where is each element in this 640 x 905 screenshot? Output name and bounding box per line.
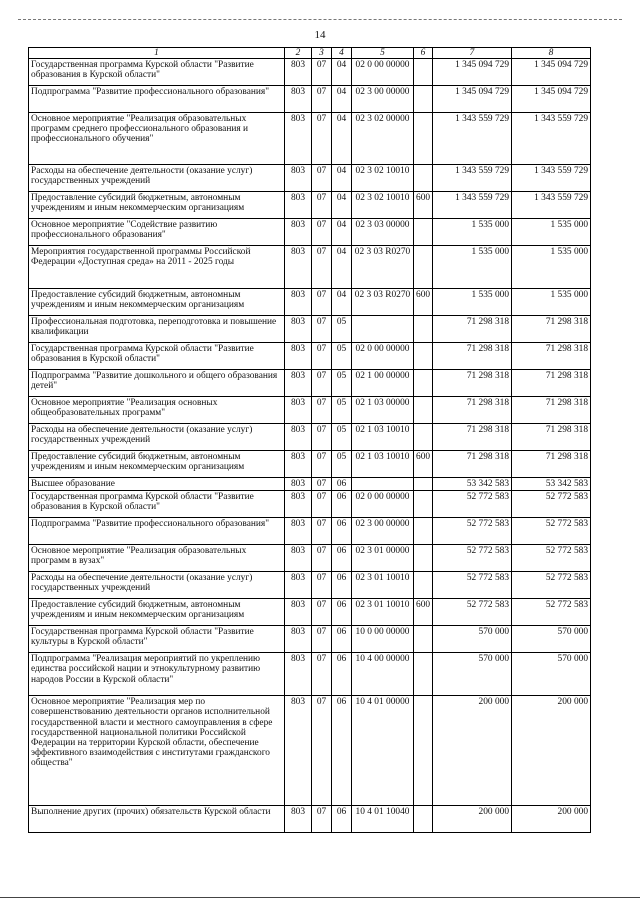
row-target-cell: 02 3 03 R0270: [352, 246, 414, 289]
row-amount-cell: 52 772 583: [512, 572, 591, 599]
table-row: [29, 451, 591, 478]
row-target-cell: 02 3 02 10010: [352, 192, 414, 219]
row-amount-cell: 53 342 583: [512, 478, 591, 491]
row-amount-cell: 1 345 094 729: [512, 86, 591, 113]
row-name-cell: Государственная программа Курской области "Развитие образования в Курской области": [29, 343, 285, 370]
table-row: [29, 518, 591, 545]
table-row: [29, 219, 591, 246]
row-section-cell: 07: [312, 370, 332, 397]
row-section-cell: 07: [312, 246, 332, 289]
row-type-cell: [414, 246, 433, 289]
row-target-cell: 02 0 00 00000: [352, 343, 414, 370]
table-row: [29, 478, 591, 491]
row-target-cell: 02 1 03 10010: [352, 451, 414, 478]
row-code-cell: 803: [285, 545, 312, 572]
row-subsection-cell: 06: [332, 696, 352, 806]
row-target-cell: 02 3 00 00000: [352, 518, 414, 545]
row-subsection-cell: 04: [332, 59, 352, 86]
row-target-cell: 02 1 03 00000: [352, 397, 414, 424]
row-section-cell: 07: [312, 518, 332, 545]
row-code-cell: 803: [285, 59, 312, 86]
row-type-cell: [414, 113, 433, 165]
row-target-cell: 02 3 01 10010: [352, 572, 414, 599]
row-amount-cell: 1 535 000: [433, 246, 512, 289]
table-row: [29, 86, 591, 113]
row-amount-cell: 71 298 318: [433, 316, 512, 343]
budget-table: [28, 47, 591, 833]
row-type-cell: [414, 518, 433, 545]
row-target-cell: 02 3 03 00000: [352, 219, 414, 246]
row-name-cell: Мероприятия государственной программы Российской Федерации «Доступная среда» на 2011 - 2025 годы: [29, 246, 285, 289]
row-amount-cell: 1 345 094 729: [512, 59, 591, 86]
row-target-cell: 02 1 00 00000: [352, 370, 414, 397]
table-row: [29, 59, 591, 86]
table-row: [29, 424, 591, 451]
row-section-cell: 07: [312, 653, 332, 696]
column-header: 5: [352, 48, 414, 59]
row-subsection-cell: 04: [332, 246, 352, 289]
row-amount-cell: 71 298 318: [512, 370, 591, 397]
row-code-cell: 803: [285, 86, 312, 113]
row-type-cell: [414, 653, 433, 696]
table-row: [29, 113, 591, 165]
row-name-cell: Предоставление субсидий бюджетным, автономным учреждениям и иным некоммерческим организациям: [29, 599, 285, 626]
row-subsection-cell: 06: [332, 653, 352, 696]
row-target-cell: 10 4 01 10040: [352, 806, 414, 833]
table-row: [29, 572, 591, 599]
row-target-cell: 02 3 03 R0270: [352, 289, 414, 316]
row-subsection-cell: 06: [332, 626, 352, 653]
row-amount-cell: 1 343 559 729: [433, 165, 512, 192]
row-amount-cell: 71 298 318: [512, 424, 591, 451]
row-amount-cell: 1 343 559 729: [433, 113, 512, 165]
row-name-cell: Основное мероприятие "Реализация образовательных программ среднего профессионального образования и профессионального обучения": [29, 113, 285, 165]
row-subsection-cell: 06: [332, 572, 352, 599]
row-section-cell: 07: [312, 572, 332, 599]
row-amount-cell: 1 345 094 729: [433, 59, 512, 86]
row-type-cell: [414, 59, 433, 86]
row-amount-cell: 71 298 318: [433, 397, 512, 424]
row-target-cell: 02 1 03 10010: [352, 424, 414, 451]
row-subsection-cell: 05: [332, 316, 352, 343]
row-target-cell: 10 4 00 00000: [352, 653, 414, 696]
column-header: 1: [29, 48, 285, 59]
row-code-cell: 803: [285, 478, 312, 491]
row-code-cell: 803: [285, 246, 312, 289]
row-amount-cell: 200 000: [433, 806, 512, 833]
row-type-cell: [414, 316, 433, 343]
row-name-cell: Основное мероприятие "Реализация мер по совершенствованию деятельности органов исполнительной государственной власти и местного самоуправления в сфере государственной национальной политики Российской Федерации на территории Курской области, обеспечение эффективного взаимодействия с институтами гражданского общества": [29, 696, 285, 806]
row-subsection-cell: 05: [332, 397, 352, 424]
row-amount-cell: 71 298 318: [433, 370, 512, 397]
row-amount-cell: 71 298 318: [433, 424, 512, 451]
row-type-cell: 600: [414, 451, 433, 478]
table-row: [29, 192, 591, 219]
row-target-cell: [352, 316, 414, 343]
row-section-cell: 07: [312, 806, 332, 833]
row-name-cell: Предоставление субсидий бюджетным, автономным учреждениям и иным некоммерческим организациям: [29, 192, 285, 219]
row-type-cell: [414, 165, 433, 192]
row-amount-cell: 71 298 318: [512, 397, 591, 424]
row-section-cell: 07: [312, 491, 332, 518]
row-type-cell: [414, 491, 433, 518]
row-target-cell: 02 3 01 10010: [352, 599, 414, 626]
row-name-cell: Подпрограмма "Развитие профессионального образования": [29, 518, 285, 545]
row-subsection-cell: 05: [332, 370, 352, 397]
row-amount-cell: 71 298 318: [433, 343, 512, 370]
row-target-cell: 10 4 01 00000: [352, 696, 414, 806]
row-name-cell: Подпрограмма "Реализация мероприятий по укреплению единства российской нации и этнокультурному развитию народов России в Курской области": [29, 653, 285, 696]
row-code-cell: 803: [285, 370, 312, 397]
top-rule: [18, 19, 622, 20]
row-name-cell: Выполнение других (прочих) обязательств Курской области: [29, 806, 285, 833]
row-amount-cell: 1 343 559 729: [512, 192, 591, 219]
row-target-cell: 02 3 02 00000: [352, 113, 414, 165]
row-code-cell: 803: [285, 397, 312, 424]
row-amount-cell: 71 298 318: [512, 316, 591, 343]
row-amount-cell: 570 000: [512, 653, 591, 696]
table-row: [29, 626, 591, 653]
row-type-cell: 600: [414, 289, 433, 316]
row-type-cell: [414, 478, 433, 491]
row-subsection-cell: 04: [332, 289, 352, 316]
row-amount-cell: 52 772 583: [433, 545, 512, 572]
row-section-cell: 07: [312, 219, 332, 246]
row-code-cell: 803: [285, 572, 312, 599]
row-subsection-cell: 05: [332, 343, 352, 370]
row-amount-cell: 1 343 559 729: [433, 192, 512, 219]
row-type-cell: [414, 572, 433, 599]
row-amount-cell: 1 343 559 729: [512, 113, 591, 165]
row-amount-cell: 52 772 583: [512, 518, 591, 545]
row-amount-cell: 52 772 583: [512, 599, 591, 626]
row-name-cell: Основное мероприятие "Содействие развитию профессионального образования": [29, 219, 285, 246]
row-amount-cell: 1 345 094 729: [433, 86, 512, 113]
table-row: [29, 343, 591, 370]
row-section-cell: 07: [312, 478, 332, 491]
row-subsection-cell: 06: [332, 478, 352, 491]
row-subsection-cell: 04: [332, 192, 352, 219]
row-type-cell: [414, 626, 433, 653]
row-type-cell: 600: [414, 192, 433, 219]
table-row: [29, 316, 591, 343]
row-type-cell: [414, 397, 433, 424]
column-header: 8: [512, 48, 591, 59]
table-row: [29, 696, 591, 806]
row-code-cell: 803: [285, 626, 312, 653]
row-code-cell: 803: [285, 343, 312, 370]
row-amount-cell: 52 772 583: [512, 545, 591, 572]
column-header: 3: [312, 48, 332, 59]
row-subsection-cell: 06: [332, 518, 352, 545]
row-section-cell: 07: [312, 451, 332, 478]
table-row: [29, 599, 591, 626]
row-name-cell: Основное мероприятие "Реализация образовательных программ в вузах": [29, 545, 285, 572]
bottom-rule: [0, 897, 640, 898]
row-section-cell: 07: [312, 343, 332, 370]
row-target-cell: [352, 478, 414, 491]
table-row: [29, 806, 591, 833]
table-row: [29, 397, 591, 424]
row-amount-cell: 200 000: [512, 806, 591, 833]
row-amount-cell: 1 535 000: [512, 289, 591, 316]
row-amount-cell: 71 298 318: [433, 451, 512, 478]
row-code-cell: 803: [285, 165, 312, 192]
row-name-cell: Государственная программа Курской области "Развитие образования в Курской области": [29, 491, 285, 518]
row-code-cell: 803: [285, 491, 312, 518]
row-amount-cell: 1 535 000: [512, 219, 591, 246]
row-name-cell: Профессиональная подготовка, переподготовка и повышение квалификации: [29, 316, 285, 343]
row-code-cell: 803: [285, 219, 312, 246]
row-section-cell: 07: [312, 397, 332, 424]
row-amount-cell: 1 535 000: [433, 219, 512, 246]
row-name-cell: Предоставление субсидий бюджетным, автономным учреждениям и иным некоммерческим организациям: [29, 451, 285, 478]
row-type-cell: [414, 696, 433, 806]
table-row: [29, 491, 591, 518]
row-code-cell: 803: [285, 451, 312, 478]
row-code-cell: 803: [285, 113, 312, 165]
table-row: [29, 545, 591, 572]
row-code-cell: 803: [285, 653, 312, 696]
row-amount-cell: 570 000: [433, 653, 512, 696]
row-amount-cell: 52 772 583: [433, 518, 512, 545]
row-subsection-cell: 04: [332, 86, 352, 113]
row-code-cell: 803: [285, 518, 312, 545]
row-amount-cell: 1 535 000: [512, 246, 591, 289]
table-row: [29, 370, 591, 397]
row-subsection-cell: 06: [332, 491, 352, 518]
column-header: 6: [414, 48, 433, 59]
row-name-cell: Расходы на обеспечение деятельности (оказание услуг) государственных учреждений: [29, 572, 285, 599]
row-section-cell: 07: [312, 113, 332, 165]
row-type-cell: [414, 545, 433, 572]
row-section-cell: 07: [312, 545, 332, 572]
table-row: [29, 246, 591, 289]
row-section-cell: 07: [312, 289, 332, 316]
row-target-cell: 02 0 00 00000: [352, 59, 414, 86]
row-section-cell: 07: [312, 599, 332, 626]
row-type-cell: [414, 806, 433, 833]
row-code-cell: 803: [285, 424, 312, 451]
column-header: 4: [332, 48, 352, 59]
row-name-cell: Расходы на обеспечение деятельности (оказание услуг) государственных учреждений: [29, 424, 285, 451]
page-number: 14: [314, 29, 326, 41]
row-code-cell: 803: [285, 316, 312, 343]
row-amount-cell: 200 000: [512, 696, 591, 806]
row-target-cell: 02 3 00 00000: [352, 86, 414, 113]
row-amount-cell: 52 772 583: [433, 572, 512, 599]
row-target-cell: 02 3 02 10010: [352, 165, 414, 192]
row-amount-cell: 1 535 000: [433, 289, 512, 316]
row-subsection-cell: 05: [332, 424, 352, 451]
row-section-cell: 07: [312, 424, 332, 451]
row-type-cell: [414, 370, 433, 397]
row-subsection-cell: 06: [332, 599, 352, 626]
row-amount-cell: 200 000: [433, 696, 512, 806]
row-subsection-cell: 04: [332, 165, 352, 192]
row-subsection-cell: 04: [332, 219, 352, 246]
table-row: [29, 653, 591, 696]
row-amount-cell: 52 772 583: [512, 491, 591, 518]
row-name-cell: Расходы на обеспечение деятельности (оказание услуг) государственных учреждений: [29, 165, 285, 192]
column-header: 2: [285, 48, 312, 59]
row-name-cell: Подпрограмма "Развитие профессионального образования": [29, 86, 285, 113]
row-amount-cell: 71 298 318: [512, 343, 591, 370]
row-code-cell: 803: [285, 806, 312, 833]
row-type-cell: [414, 219, 433, 246]
row-name-cell: Государственная программа Курской области "Развитие образования в Курской области": [29, 59, 285, 86]
row-amount-cell: 53 342 583: [433, 478, 512, 491]
row-name-cell: Предоставление субсидий бюджетным, автономным учреждениям и иным некоммерческим организациям: [29, 289, 285, 316]
row-amount-cell: 52 772 583: [433, 491, 512, 518]
row-section-cell: 07: [312, 316, 332, 343]
row-name-cell: Подпрограмма "Развитие дошкольного и общего образования детей": [29, 370, 285, 397]
row-section-cell: 07: [312, 192, 332, 219]
row-code-cell: 803: [285, 289, 312, 316]
row-section-cell: 07: [312, 59, 332, 86]
table-row: [29, 165, 591, 192]
row-amount-cell: 570 000: [512, 626, 591, 653]
row-target-cell: 02 0 00 00000: [352, 491, 414, 518]
row-section-cell: 07: [312, 165, 332, 192]
row-amount-cell: 570 000: [433, 626, 512, 653]
row-code-cell: 803: [285, 599, 312, 626]
row-section-cell: 07: [312, 696, 332, 806]
row-name-cell: Основное мероприятие "Реализация основных общеобразовательных программ": [29, 397, 285, 424]
row-type-cell: [414, 424, 433, 451]
row-amount-cell: 71 298 318: [512, 451, 591, 478]
row-target-cell: 02 3 01 00000: [352, 545, 414, 572]
row-subsection-cell: 04: [332, 113, 352, 165]
row-subsection-cell: 06: [332, 545, 352, 572]
table-header-row: [29, 48, 591, 59]
row-subsection-cell: 05: [332, 451, 352, 478]
row-subsection-cell: 06: [332, 806, 352, 833]
row-type-cell: [414, 86, 433, 113]
row-name-cell: Высшее образование: [29, 478, 285, 491]
row-type-cell: 600: [414, 599, 433, 626]
row-target-cell: 10 0 00 00000: [352, 626, 414, 653]
table-row: [29, 289, 591, 316]
row-code-cell: 803: [285, 192, 312, 219]
row-amount-cell: 1 343 559 729: [512, 165, 591, 192]
row-type-cell: [414, 343, 433, 370]
column-header: 7: [433, 48, 512, 59]
row-amount-cell: 52 772 583: [433, 599, 512, 626]
row-code-cell: 803: [285, 696, 312, 806]
row-name-cell: Государственная программа Курской области "Развитие культуры в Курской области": [29, 626, 285, 653]
row-section-cell: 07: [312, 626, 332, 653]
row-section-cell: 07: [312, 86, 332, 113]
